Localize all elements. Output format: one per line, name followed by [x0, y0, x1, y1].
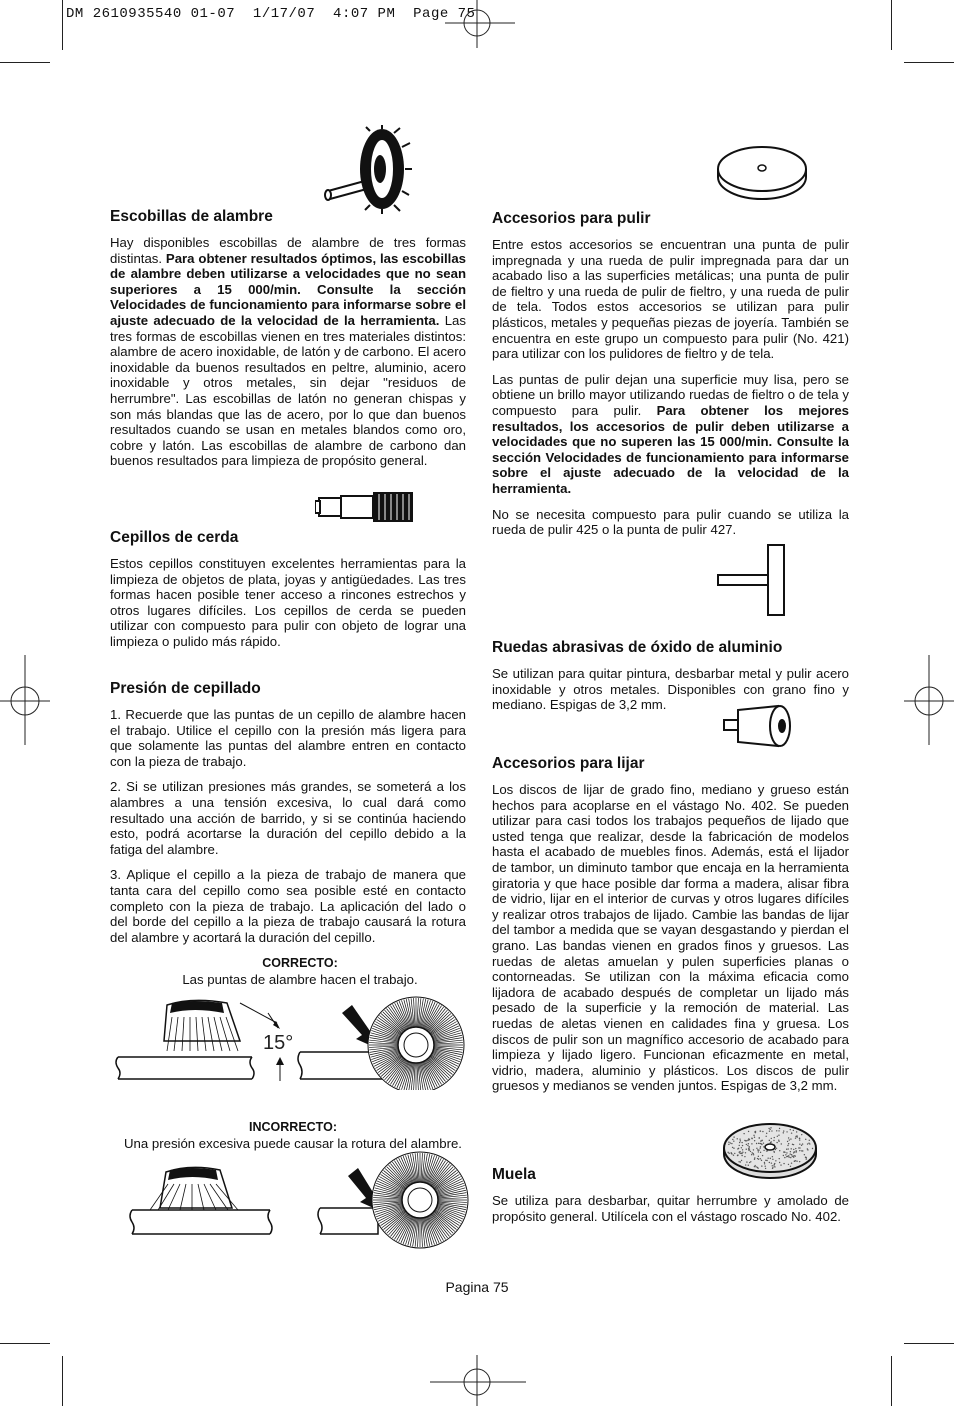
correcto-caption: Las puntas de alambre hacen el trabajo.	[182, 971, 418, 987]
presion-step-1: 1. Recuerde que las puntas de un cepillo de alambre hacen el trabajo. Utilice el cepillo con la presión más ligera para que solamente las puntas del alambre entren en contacto con la pieza de trabajo.	[110, 707, 466, 769]
section-presion	[110, 680, 466, 955]
escobillas-title: Escobillas de alambre	[110, 208, 273, 225]
incorrecto-block	[110, 1120, 476, 1151]
polishing-wheel-icon	[716, 145, 808, 201]
correcto-block	[110, 956, 490, 987]
presion-title: Presión de cepillado	[110, 680, 261, 697]
pulir-text-2a: Las puntas de pulir dejan una superficie muy lisa, pero se obtiene un brillo mayor utilizando ruedas de fieltro o de tela y compuesto para pulir.	[492, 371, 849, 418]
muela-text: Se utiliza para desbarbar, quitar herrumbre y amolado de propósito general. Utilícela con el vástago roscado No. 402.	[492, 1193, 849, 1224]
page-number: Pagina 75	[445, 1279, 509, 1295]
pulir-text-2b: Para obtener los mejores resultados, los accesorios de pulir deben utilizarse a velocidades que no superen las 15 000/min. Consulte la sección Velocidades de funcionamiento para informarse sobre el ajuste adecuado de la velocidad de la herramienta.	[492, 402, 849, 496]
escobillas-text-a: Hay disponibles escobillas de alambre de tres formas distintas.	[110, 235, 466, 266]
lijar-title: Accesorios para lijar	[492, 755, 645, 772]
cerda-title: Cepillos de cerda	[110, 529, 239, 546]
angle-label: 15°	[263, 1032, 294, 1054]
escobillas-text-c: Las tres formas de escobillas vienen en tres materiales distintos: alambre de acero inoxidable, de latón y de carbono. El acero inoxidable da buenos resultados en peltre, aluminio, acero inoxidable y otros metales, sin dejar "residuos de herrumbre". Las escobillas de latón no generan chispas y son más blandas que las de acero, por lo que dan buenos resultados cuando se usan en metales blandos como oro, cobre y latón. Las escobillas de alambre de carbono dan buenos resultados para limpieza de propósito general.	[110, 312, 466, 469]
pulir-text-3: No se necesita compuesto para pulir cuando se utiliza la rueda de pulir 425 o la punta de pulir 427.	[492, 506, 849, 538]
cerda-text: Estos cepillos constituyen excelentes herramientas para la limpieza de objetos de plata, joyas y antigüedades. Las tres formas hacen posible tener acceso a rincones estrechos y otros lugares difíciles. Los cepillos de cerda se pueden utilizar con compuesto para pulir con objeto de lograr una limpieza o pulido más rápido.	[110, 556, 466, 649]
section-oxido	[492, 639, 849, 723]
oxido-text: Se utilizan para quitar pintura, desbarbar metal y pulir acero inoxidable y otros metales. Disponibles con grano fino y mediano. Espigas de 3,2 mm.	[492, 666, 849, 713]
wire-wheel-brush-icon	[320, 125, 415, 215]
print-header: DM 2610935540 01-07 1/17/07 4:07 PM Page 75	[66, 6, 476, 22]
incorrecto-label: INCORRECTO:	[249, 1120, 337, 1134]
escobillas-text-bold: Para obtener resultados óptimos, las escobillas de alambre deben utilizarse a velocidades que no sean superiores a 15 000/min. Consulte la sección Velocidades de funcionamiento para informarse sobre el ajuste adecuado de la velocidad de la herramienta.	[110, 250, 466, 328]
bristle-brush-icon	[315, 487, 415, 527]
correcto-label: CORRECTO:	[262, 956, 338, 970]
pulir-title: Accesorios para pulir	[492, 210, 651, 227]
incorrect-brushing-diagram	[120, 1150, 480, 1250]
section-pulir	[492, 210, 849, 548]
section-muela	[492, 1166, 849, 1234]
section-lijar	[492, 755, 849, 1104]
polishing-point-icon	[716, 543, 788, 617]
presion-step-3: 3. Aplique el cepillo a la pieza de trabajo de manera que tanta cara del cepillo como sea posible esté en contacto completo con la pieza de trabajo. La aplicación del lado o del borde del cepillo a la pieza de trabajo causará la rotura del alambre y acortará la duración del cepillo.	[110, 867, 466, 945]
lijar-text: Los discos de lijar de grado fino, mediano y grueso están hechos para acoplarse en el vástago No. 402. Se pueden utilizar para casi todos los trabajos pequeños de lijado que usted tenga que realizar, desde la fabricación de modelos hasta el acabado de muebles finos. Además, está el lijador de tambor, un diminuto tambor que encaja en la herramienta giratoria y que hace posible dar forma a madera, alisar fibra de vidrio, lijar en el interior de curvas y otros lugares difíciles y realizar otros trabajos de lijado. Cambie las bandas de lijar del tambor a medida que se vayan desgastando y pierdan el grano. Las bandas vienen en grados finos y gruesos. Las ruedas de aletas amuelan y pulen superficies planas o contorneadas. Se utilizan con la máxima eficacia como lijadora de acabado después de completar un lijado más pesado de la superficie y la remoción de material. Las ruedas de aletas vienen en calidades fina y gruesa. Los discos de pulir son un magnífico accesorio de acabado para limpieza y lijado ligero. Funcionan eficazmente en metal, vidrio, madera, aluminio y plásticos. Los discos de pulir gruesos y medianos se venden juntos. Espigas de 3,2 mm.	[492, 782, 849, 1094]
section-cerda	[110, 529, 466, 660]
muela-title: Muela	[492, 1166, 536, 1183]
incorrecto-caption: Una presión excesiva puede causar la rotura del alambre.	[124, 1135, 462, 1151]
section-escobillas	[110, 208, 466, 479]
pulir-text-1: Entre estos accesorios se encuentran una punta de pulir impregnada y una rueda de pulir impregnada para dar un acabado liso a las superficies metálicas; una punta de pulir de fieltro y una rueda de pulir de fieltro, y una rueda de pulir de tela. Todos estos accesorios se utilizan para pulir plásticos, metales y pequeñas piezas de joyería. También se encuentra en este grupo un compuesto para pulir (No. 421) para utilizar con los pulidores de fieltro y de tela.	[492, 237, 849, 362]
presion-step-2: 2. Si se utilizan presiones más grandes, se someterá a los alambres a una tensión excesiva, lo cual dará como resultado una acción de barrido, y si se continúa haciendo esto, podrá acortarse la duración del cepillo debido a la fatiga del alambre.	[110, 779, 466, 857]
oxido-title: Ruedas abrasivas de óxido de aluminio	[492, 639, 783, 656]
